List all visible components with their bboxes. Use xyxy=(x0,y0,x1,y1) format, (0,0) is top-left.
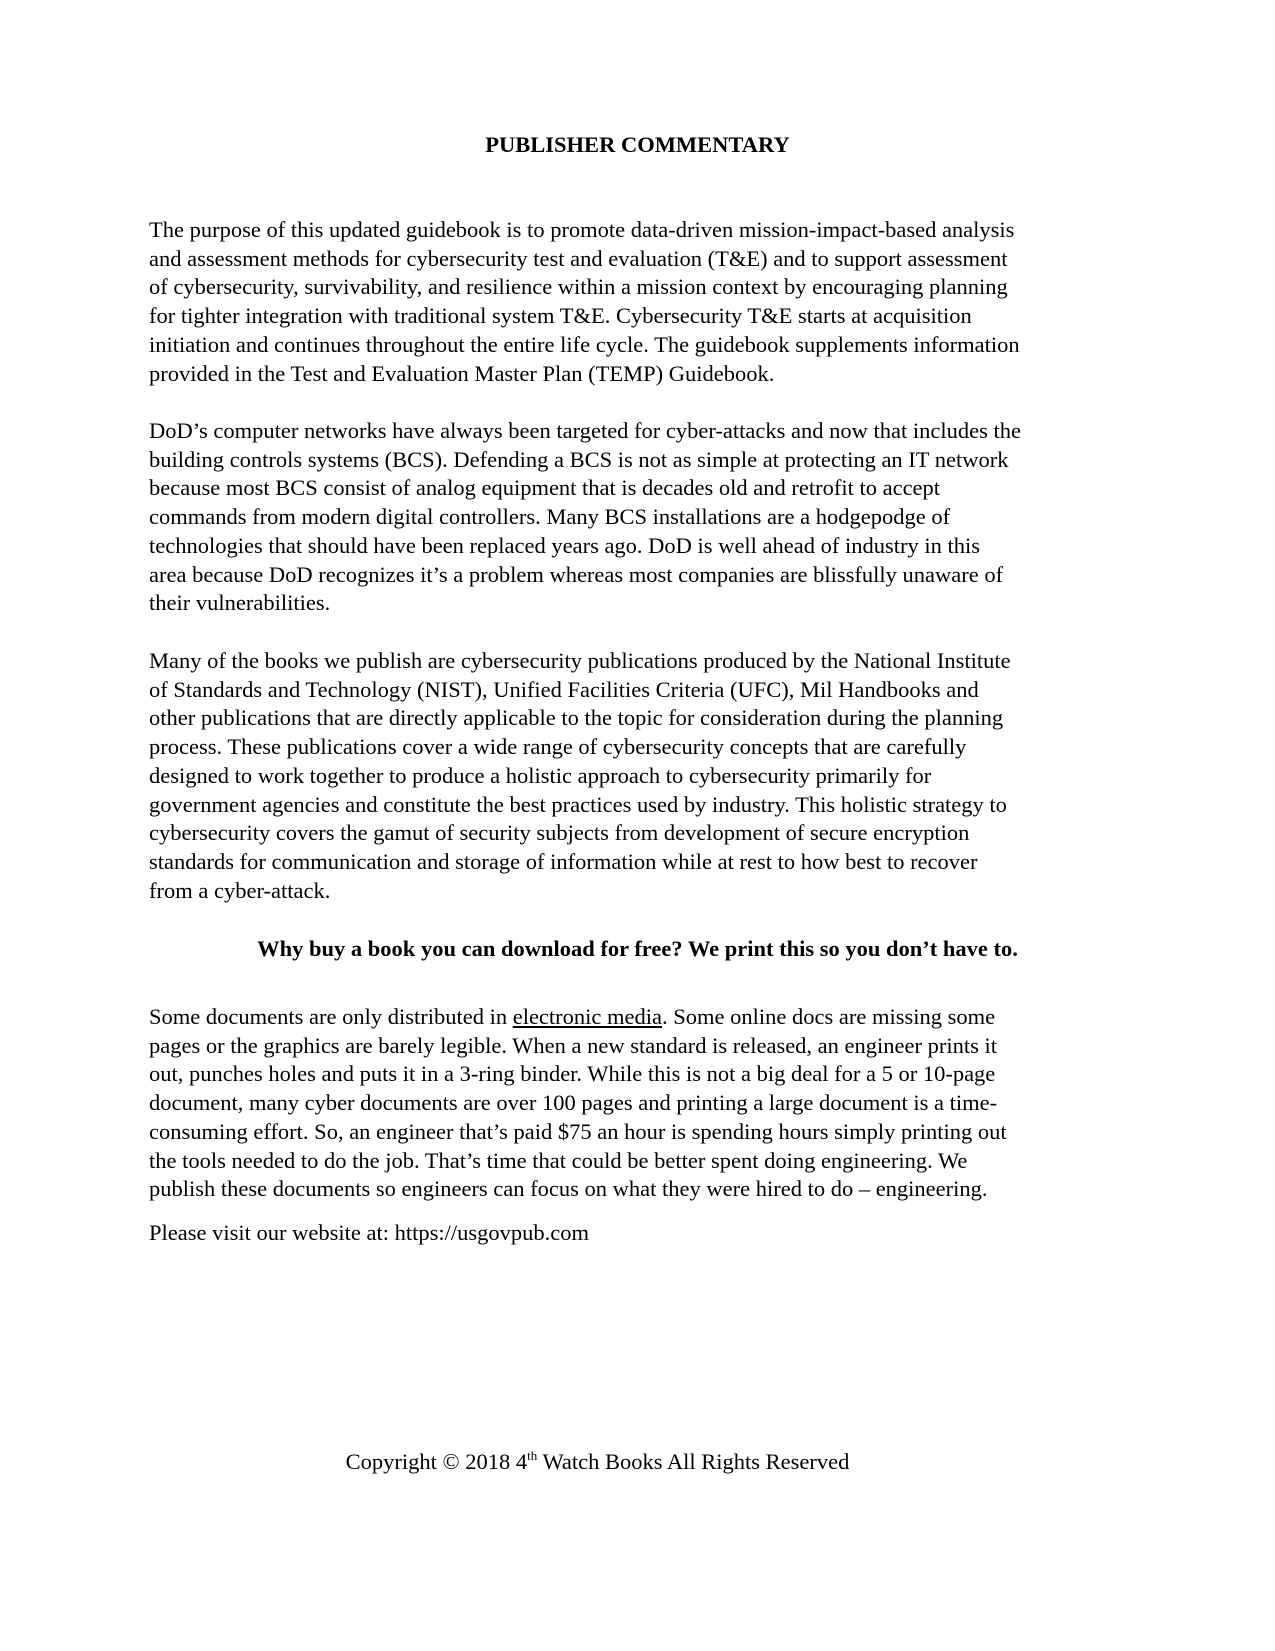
text-line: technologies that should have been replaced years ago. DoD is well ahead of industry in this xyxy=(149,532,981,558)
text-line: publish these documents so engineers can focus on what they were hired to do – engineering. xyxy=(149,1176,988,1202)
text-line: Many of the books we publish are cybersecurity publications produced by the National Institute xyxy=(149,648,1011,673)
text-line: pages or the graphics are barely legible. When a new standard is released, an engineer prints it xyxy=(149,1032,998,1058)
text-line: other publications that are directly applicable to the topic for consideration during the planning xyxy=(149,705,1004,731)
copyright-notice xyxy=(0,1447,1195,1477)
paragraph-why-print xyxy=(149,1003,1139,1204)
text-line: because most BCS consist of analog equipment that is decades old and retrofit to accept xyxy=(149,475,941,501)
text-line: of Standards and Technology (NIST), Unified Facilities Criteria (UFC), Mil Handbooks and xyxy=(149,676,979,702)
text-fragment: Some documents are only distributed in xyxy=(149,1004,513,1029)
text-line: designed to work together to produce a holistic approach to cybersecurity primarily for xyxy=(149,762,932,788)
text-line: The purpose of this updated guidebook is to promote data-driven mission-impact-based analysis xyxy=(149,217,1015,242)
paragraph-publications xyxy=(149,647,1139,905)
website-line: Please visit our website at: https://usgovpub.com xyxy=(149,1220,589,1245)
page-title: PUBLISHER COMMENTARY xyxy=(485,132,790,157)
text-line: for tighter integration with traditional system T&E. Cybersecurity T&E starts at acquisition xyxy=(149,303,972,329)
copyright-text-end: Watch Books All Rights Reserved xyxy=(537,1449,850,1474)
text-line: cybersecurity covers the gamut of security subjects from development of secure encryption xyxy=(149,820,970,846)
text-line xyxy=(149,1003,1139,1032)
text-fragment: . Some online docs are missing some xyxy=(662,1004,996,1029)
text-line: from a cyber-attack. xyxy=(149,877,331,903)
text-line: consuming effort. So, an engineer that’s paid $75 an hour is spending hours simply printing out xyxy=(149,1118,1007,1144)
text-line: area because DoD recognizes it’s a problem whereas most companies are blissfully unaware of xyxy=(149,561,1004,587)
text-line: government agencies and constitute the best practices used by industry. This holistic strategy to xyxy=(149,791,1007,817)
text-line: and assessment methods for cybersecurity test and evaluation (T&E) and to support assessment xyxy=(149,245,1008,271)
bold-statement: Why buy a book you can download for free? We print this so you don’t have to. xyxy=(257,936,1018,961)
text-line: out, punches holes and puts it in a 3-ring binder. While this is not a big deal for a 5 or 10-page xyxy=(149,1061,996,1087)
text-line: document, many cyber documents are over 100 pages and printing a large document is a time- xyxy=(149,1090,998,1116)
copyright-superscript: th xyxy=(527,1448,538,1463)
text-line: provided in the Test and Evaluation Master Plan (TEMP) Guidebook. xyxy=(149,360,775,386)
text-line: process. These publications cover a wide range of cybersecurity concepts that are carefully xyxy=(149,734,967,760)
text-line: initiation and continues throughout the entire life cycle. The guidebook supplements information xyxy=(149,331,1020,357)
paragraph-purpose xyxy=(149,216,1139,388)
copyright-text: Copyright © 2018 4 xyxy=(345,1449,528,1474)
text-line: DoD’s computer networks have always been targeted for cyber-attacks and now that includes the xyxy=(149,418,1021,443)
text-line: the tools needed to do the job. That’s time that could be better spent doing engineering. We xyxy=(149,1147,968,1173)
text-line: building controls systems (BCS). Defending a BCS is not as simple at protecting an IT network xyxy=(149,446,1009,472)
text-line: of cybersecurity, survivability, and resilience within a mission context by encouraging planning xyxy=(149,274,1008,300)
text-line: standards for communication and storage of information while at rest to how best to recover xyxy=(149,848,978,874)
text-line: their vulnerabilities. xyxy=(149,590,331,616)
text-line: commands from modern digital controllers. Many BCS installations are a hodgepodge of xyxy=(149,504,951,530)
paragraph-dod-networks xyxy=(149,417,1139,618)
electronic-media-text: electronic media xyxy=(512,1004,662,1029)
